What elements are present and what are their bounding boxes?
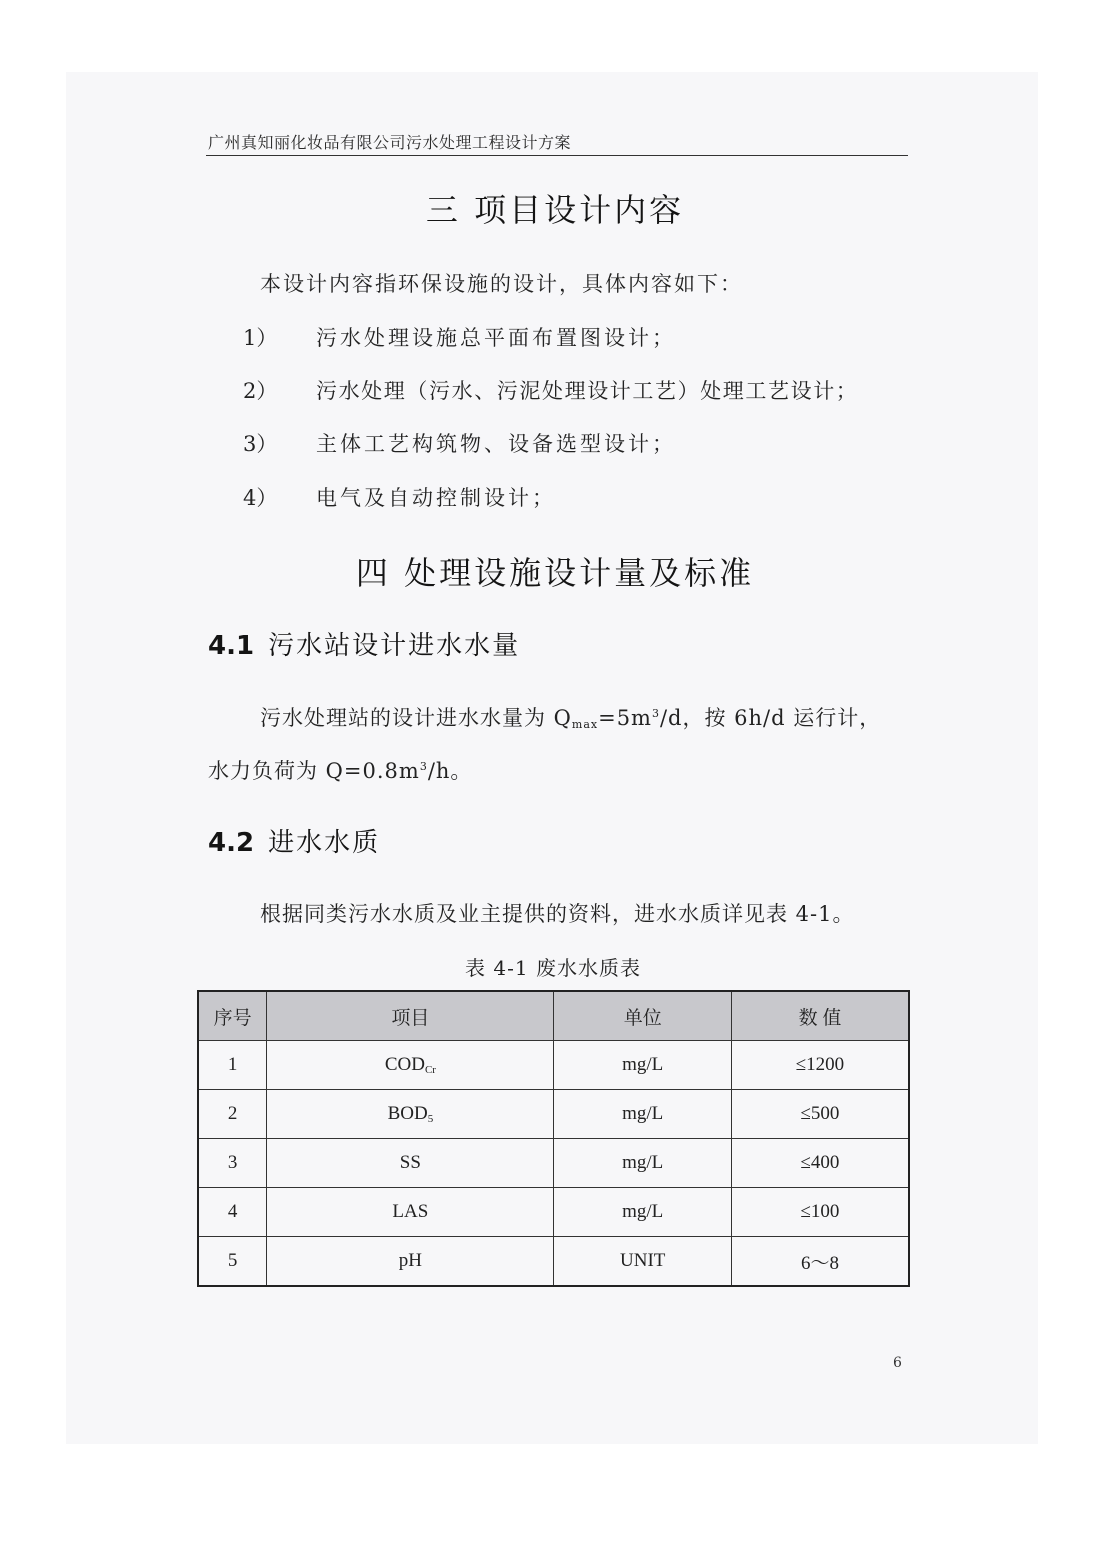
- list-item-2-number: 2）: [243, 379, 278, 403]
- row-value: 6～8: [731, 1237, 909, 1287]
- list-item-4-number: 4）: [243, 486, 278, 510]
- row-number: 1: [198, 1041, 267, 1090]
- list-item-3-text: 主体工艺构筑物、设备选型设计；: [316, 432, 676, 456]
- list-item-1-text: 污水处理设施总平面布置图设计；: [316, 326, 676, 350]
- row-unit: UNIT: [554, 1237, 732, 1287]
- heading-4-2-number: 4.2: [208, 828, 255, 858]
- table-row: [198, 1237, 909, 1287]
- heading-4-1-number: 4.1: [208, 631, 255, 661]
- table-row: [198, 1090, 909, 1139]
- row-number: 5: [198, 1237, 267, 1287]
- row-unit: mg/L: [554, 1090, 732, 1139]
- row-unit: mg/L: [554, 1139, 732, 1188]
- row-item: pH: [267, 1237, 554, 1287]
- row-unit: mg/L: [554, 1041, 732, 1090]
- page-number: 6: [893, 1355, 902, 1371]
- heading-4-1: [208, 625, 520, 662]
- heading-4-1-title: 污水站设计进水水量: [268, 631, 521, 661]
- heading-4-2-title: 进水水质: [268, 828, 381, 858]
- water-quality-paragraph: 根据同类污水水质及业主提供的资料，进水水质详见表 4-1。: [260, 902, 855, 926]
- row-number: 2: [198, 1090, 267, 1139]
- column-header: 序号: [198, 991, 267, 1041]
- column-header: 数 值: [731, 991, 909, 1041]
- row-number: 4: [198, 1188, 267, 1237]
- row-number: 3: [198, 1139, 267, 1188]
- inflow-paragraph-line-2: 水力负荷为 $Q=0.8m^3/h$。: [208, 759, 473, 783]
- table-caption: 表 4-1 废水水质表: [465, 956, 641, 980]
- row-unit: mg/L: [554, 1188, 732, 1237]
- section-3-title: 三 项目设计内容: [425, 191, 685, 229]
- column-header: 单位: [554, 991, 732, 1041]
- row-item: $BOD_5$: [267, 1090, 554, 1139]
- table-row: [198, 1041, 909, 1090]
- row-value: ≤1200: [731, 1041, 909, 1090]
- row-item: $COD_{Cr}$: [267, 1041, 554, 1090]
- row-value: ≤500: [731, 1090, 909, 1139]
- section-4-title: 四 处理设施设计量及标准: [355, 554, 755, 592]
- heading-4-2: [208, 822, 380, 859]
- row-item: SS: [267, 1139, 554, 1188]
- column-header: 项目: [267, 991, 554, 1041]
- table-row: [198, 1139, 909, 1188]
- section-3-intro: 本设计内容指环保设施的设计，具体内容如下：: [260, 272, 743, 296]
- table-row: [198, 1188, 909, 1237]
- list-item-1-number: 1）: [243, 326, 278, 350]
- water-quality-table: [197, 990, 910, 1287]
- header-rule: [206, 155, 908, 156]
- row-value: ≤100: [731, 1188, 909, 1237]
- list-item-3-number: 3）: [243, 432, 278, 456]
- inflow-paragraph-line-1: 污水处理站的设计进水水量为 $Q_{max}=5m^3/d$，按 6h/d 运行计，: [260, 706, 882, 731]
- row-item: LAS: [267, 1188, 554, 1237]
- row-value: ≤400: [731, 1139, 909, 1188]
- list-item-2-text: 污水处理（污水、污泥处理设计工艺）处理工艺设计；: [316, 379, 859, 403]
- list-item-4-text: 电气及自动控制设计；: [316, 486, 556, 510]
- running-header: 广州真知丽化妆品有限公司污水处理工程设计方案: [208, 133, 572, 152]
- table-header-row: [198, 991, 909, 1041]
